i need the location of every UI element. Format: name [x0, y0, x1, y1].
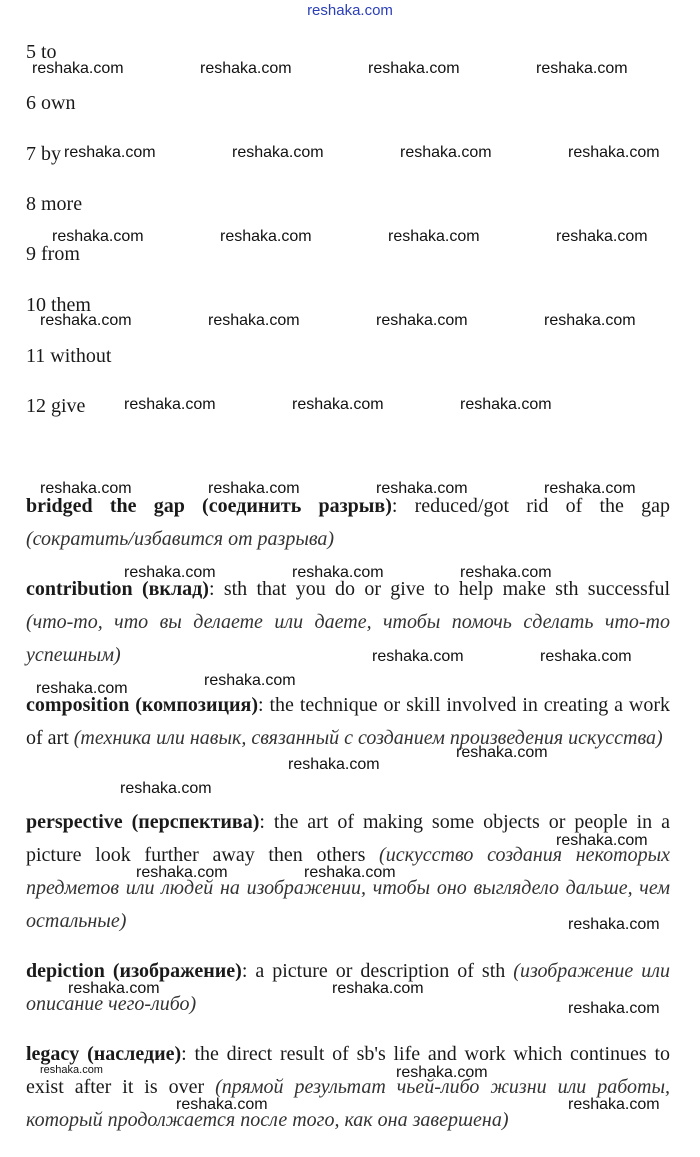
watermark-text: reshaka.com: [204, 672, 296, 689]
watermark-text: reshaka.com: [304, 864, 396, 881]
glossary-entry: [26, 490, 670, 556]
glossary-definition: : a picture or description of sth: [241, 960, 506, 982]
watermark-text: reshaka.com: [68, 980, 160, 997]
watermark-text: reshaka.com: [200, 60, 292, 77]
glossary-definition: : reduced/got rid of the gap: [391, 495, 670, 517]
watermark-text: reshaka.com: [40, 480, 132, 497]
answer-item: 9 from: [26, 243, 80, 265]
watermark-text: reshaka.com: [124, 564, 216, 581]
watermark-text: reshaka.com: [40, 1064, 103, 1076]
watermark-text: reshaka.com: [372, 648, 464, 665]
watermark-text: reshaka.com: [540, 648, 632, 665]
watermark-text: reshaka.com: [36, 680, 128, 697]
watermark-text: reshaka.com: [232, 144, 324, 161]
watermark-text: reshaka.com: [460, 564, 552, 581]
answer-item: 8 more: [26, 193, 83, 215]
watermark-text: reshaka.com: [544, 480, 636, 497]
answer-item: 6 own: [26, 92, 76, 114]
watermark-text: reshaka.com: [40, 312, 132, 329]
watermark-text: reshaka.com: [456, 744, 548, 761]
glossary-term: bridged the gap (соединить разрыв): [26, 495, 392, 517]
glossary-term: perspective (перспектива): [26, 811, 260, 833]
watermark-text: reshaka.com: [568, 1096, 660, 1113]
watermark-text: reshaka.com: [208, 480, 300, 497]
glossary-translation: (искусство создания некоторых предметов или людей на изображении, чтобы оно выглядело дальше, чем остальные): [26, 844, 670, 932]
answer-item: 12 give: [26, 395, 86, 417]
watermark-text: reshaka.com: [292, 564, 384, 581]
watermark-text: reshaka.com: [288, 756, 380, 773]
watermark-text: reshaka.com: [292, 396, 384, 413]
glossary-definition: : the art of making some objects or people in a picture look further away then others: [26, 811, 670, 866]
watermark-text: reshaka.com: [460, 396, 552, 413]
glossary-translation: (прямой результат чьей-либо жизни или работы, который продолжается после того, как она завершена): [26, 1076, 671, 1131]
watermark-text: reshaka.com: [536, 60, 628, 77]
answer-item: 11 without: [26, 345, 112, 367]
glossary-term: legacy (наследие): [26, 1043, 182, 1065]
watermark-text: reshaka.com: [332, 980, 424, 997]
glossary-term: contribution (вклад): [26, 578, 209, 600]
watermark-text: reshaka.com: [120, 780, 212, 797]
answer-item: 7 by: [26, 143, 61, 165]
watermark-text: reshaka.com: [556, 832, 648, 849]
watermark-text: reshaka.com: [396, 1064, 488, 1081]
watermark-text: reshaka.com: [136, 864, 228, 881]
watermark-text: reshaka.com: [368, 60, 460, 77]
glossary-term: depiction (изображение): [26, 960, 242, 982]
watermark-text: reshaka.com: [176, 1096, 268, 1113]
watermark-text: reshaka.com: [556, 228, 648, 245]
glossary-definition: : sth that you do or give to help make sth successful: [208, 578, 670, 600]
watermark-text: reshaka.com: [388, 228, 480, 245]
glossary-translation: (сократить/избавится от разрыва): [26, 528, 335, 550]
watermark-text: reshaka.com: [124, 396, 216, 413]
watermark-text: reshaka.com: [208, 312, 300, 329]
watermark-text: reshaka.com: [544, 312, 636, 329]
watermark-text: reshaka.com: [568, 1000, 660, 1017]
glossary-definition: : the technique or skill involved in creating a work of art: [26, 694, 670, 749]
glossary-translation: (техника или навык, связанный с созданием произведения искусства): [73, 727, 663, 749]
watermark-text: reshaka.com: [568, 916, 660, 933]
watermark-text: reshaka.com: [64, 144, 156, 161]
watermark-text: reshaka.com: [568, 144, 660, 161]
watermark-text: reshaka.com: [32, 60, 124, 77]
watermark-text: reshaka.com: [376, 480, 468, 497]
answer-item: 10 them: [26, 294, 91, 316]
glossary-translation: (изображение или описание чего-либо): [26, 960, 671, 1015]
watermark-text: reshaka.com: [52, 228, 144, 245]
site-header-link[interactable]: reshaka.com: [307, 2, 393, 19]
watermark-text: reshaka.com: [400, 144, 492, 161]
answer-item: 5 to: [26, 41, 57, 63]
watermark-text: reshaka.com: [220, 228, 312, 245]
watermark-text: reshaka.com: [376, 312, 468, 329]
glossary-translation: (что-то, что вы делаете или даете, чтобы помочь сделать что-то успешным): [26, 611, 670, 666]
glossary-definition: : the direct result of sb's life and work which continues to exist after it is over: [26, 1043, 671, 1098]
glossary-entry: [26, 689, 670, 755]
glossary-term: composition (композиция): [26, 694, 259, 716]
glossary-entry: [26, 1038, 670, 1137]
